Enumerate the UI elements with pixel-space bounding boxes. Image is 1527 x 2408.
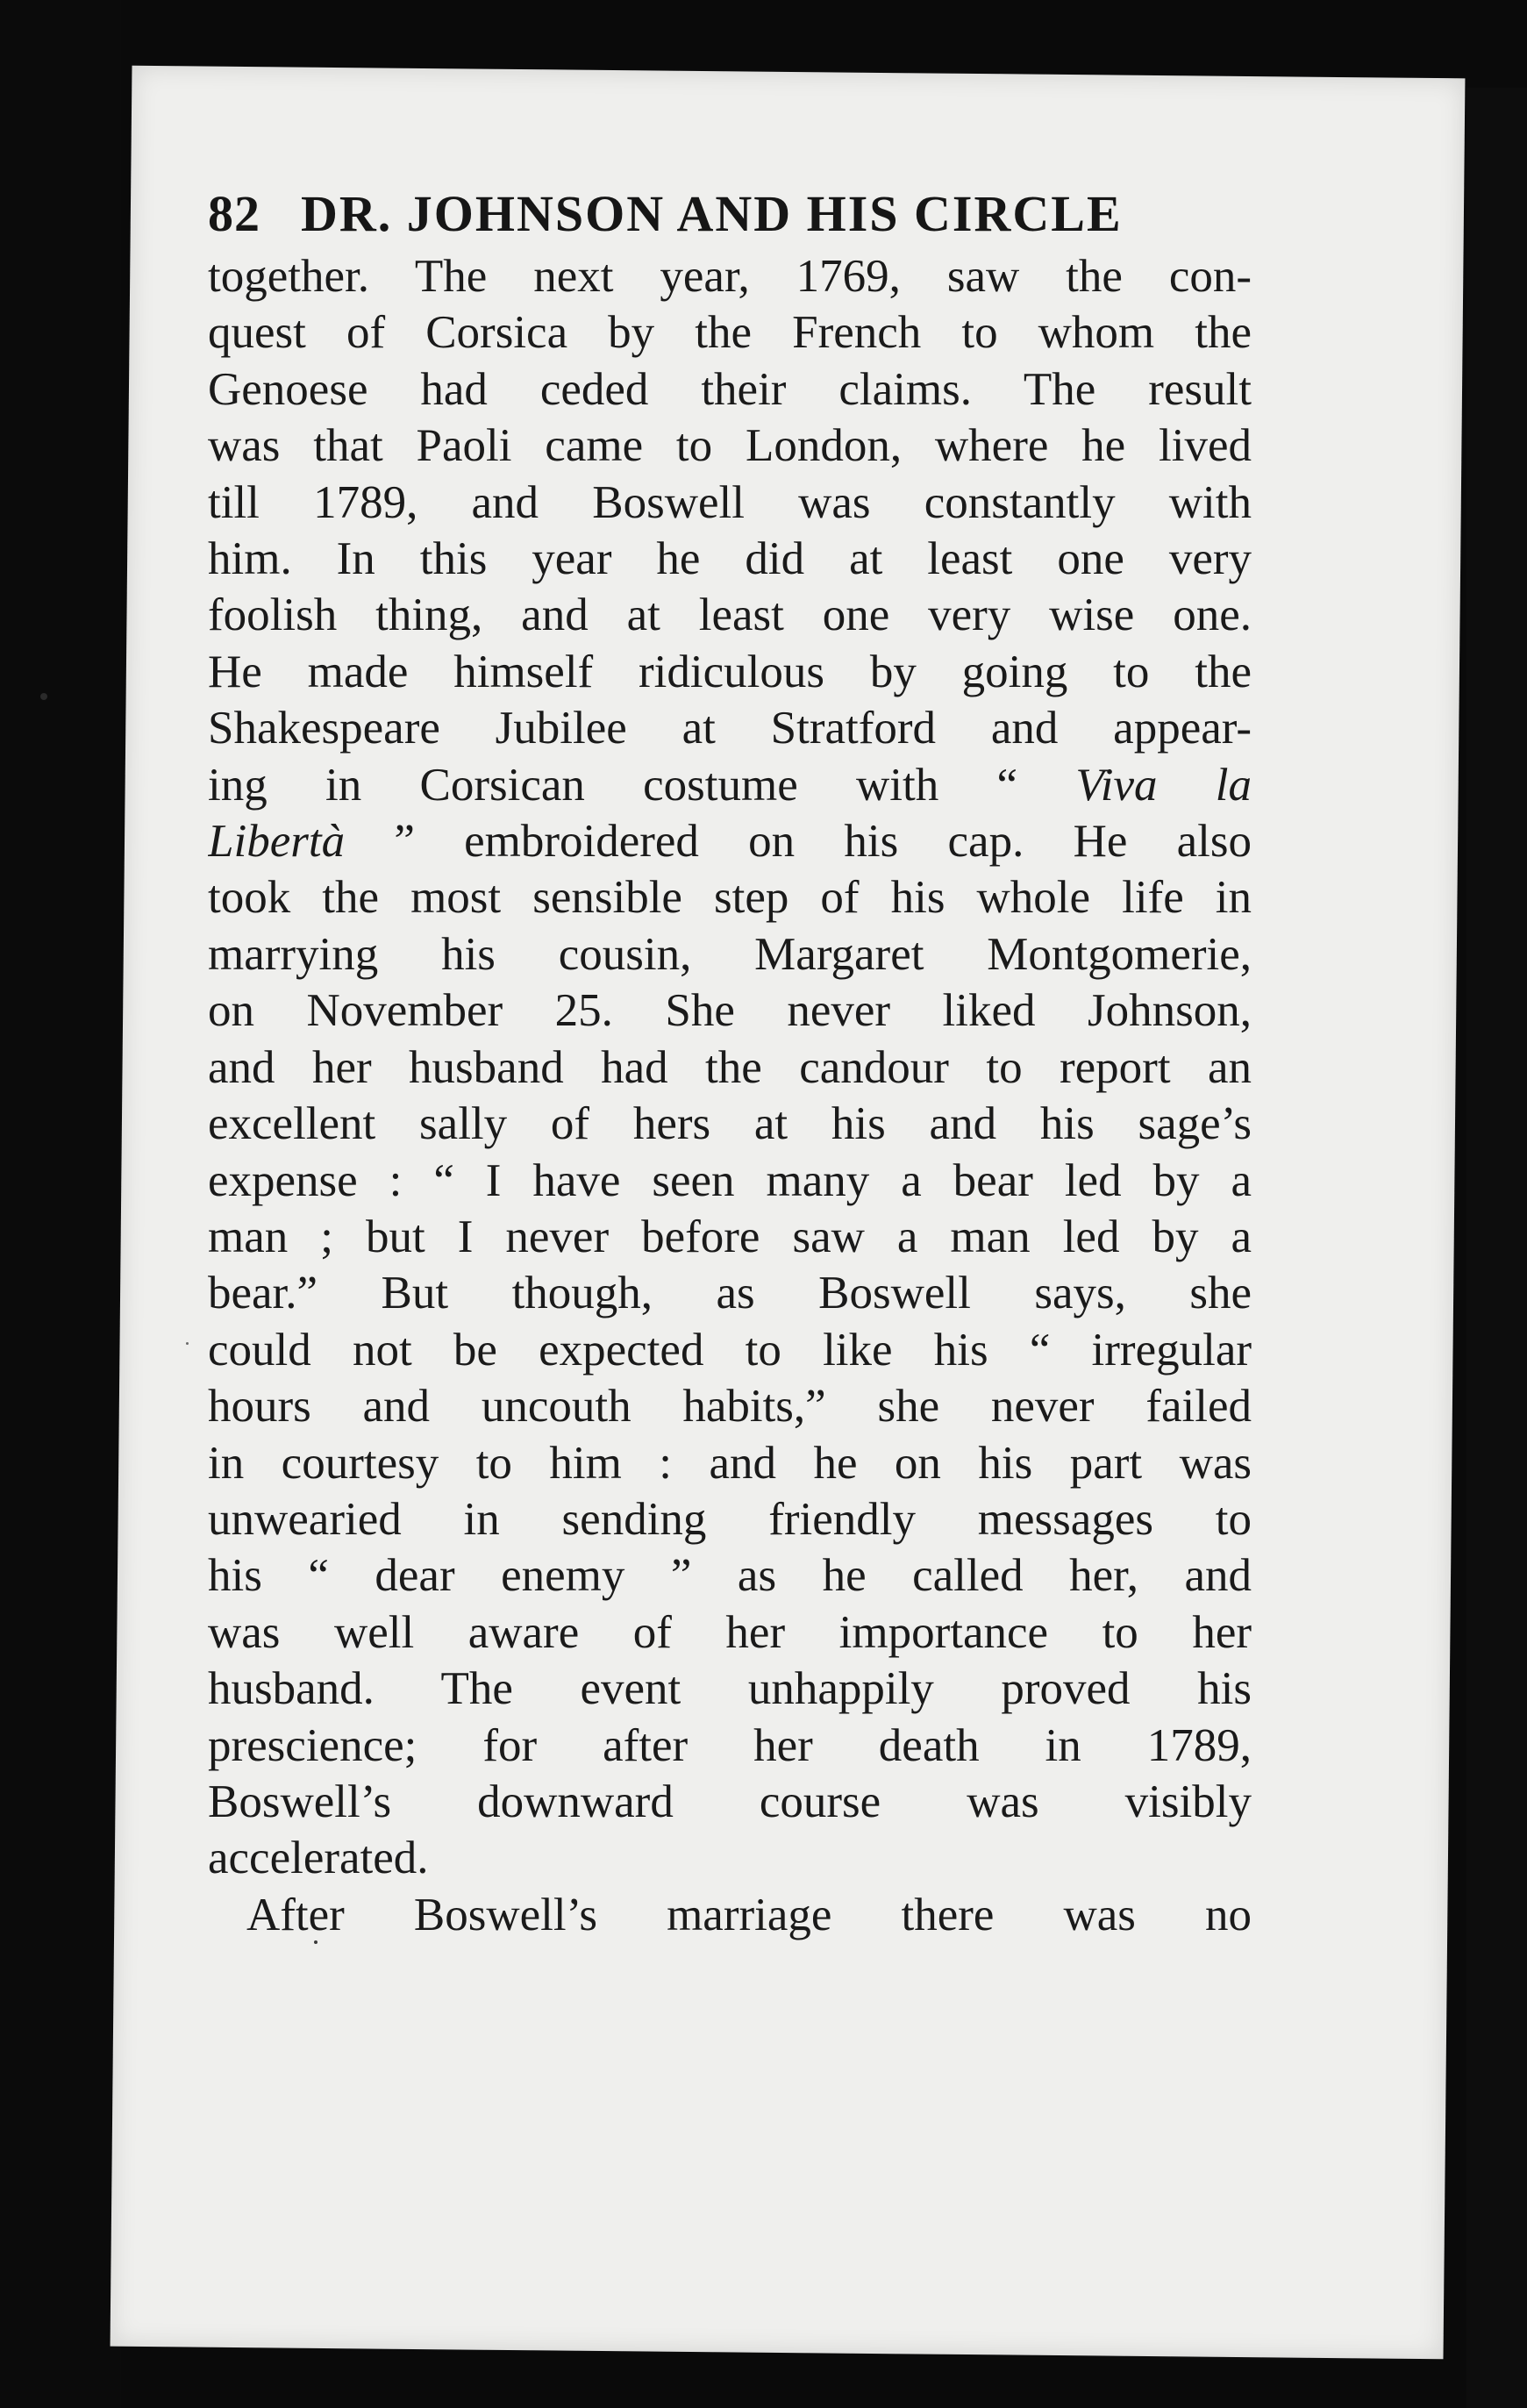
- text-line-viva: [208, 757, 1252, 813]
- text-line: could not be expected to like his “ irregular: [208, 1324, 1252, 1375]
- text-line: on November 25. She never liked Johnson,: [208, 985, 1252, 1037]
- text-line: prescience; for after her death in 1789,: [208, 1719, 1252, 1771]
- text-line-liberta: [208, 813, 1252, 869]
- text-line: excellent sally of hers at his and his sage’s: [208, 1098, 1252, 1150]
- italic-phrase-viva: Viva la: [1075, 759, 1252, 811]
- text-line: together. The next year, 1769, saw the con-: [208, 251, 1252, 302]
- next-paragraph-line: After Boswell’s marriage there was no: [246, 1889, 1252, 1940]
- text-line: him. In this year he did at least one very: [208, 533, 1252, 585]
- text-line: Boswell’s downward course was visibly: [208, 1776, 1252, 1827]
- text-line: Genoese had ceded their claims. The result: [208, 363, 1252, 415]
- text-line: hours and uncouth habits,” she never failed: [208, 1381, 1252, 1433]
- text-line: unwearied in sending friendly messages to: [208, 1493, 1252, 1545]
- running-title: DR. JOHNSON AND HIS CIRCLE: [301, 185, 1123, 242]
- scan-speck: [186, 1342, 189, 1345]
- page-content: [208, 184, 1252, 1943]
- text-line: man ; but I never before saw a man led by a: [208, 1211, 1252, 1262]
- text-line: in courtesy to him : and he on his part was: [208, 1437, 1252, 1489]
- text-line: Shakespeare Jubilee at Stratford and appear-: [208, 703, 1252, 754]
- page-number: 82: [208, 185, 260, 242]
- text-line: and her husband had the candour to report an: [208, 1041, 1252, 1093]
- text-line: He made himself ridiculous by going to the: [208, 646, 1252, 697]
- scan-speck: [40, 693, 47, 700]
- liberta-line-text: ” embroidered on his cap. He also: [345, 816, 1252, 868]
- text-line: husband. The event unhappily proved his: [208, 1663, 1252, 1715]
- text-line: his “ dear enemy ” as he called her, and: [208, 1550, 1252, 1602]
- viva-line-text: ing in Corsican costume with “: [208, 759, 1076, 811]
- text-line: quest of Corsica by the French to whom the: [208, 307, 1252, 359]
- scan-speck: [314, 1940, 318, 1944]
- text-line: bear.” But though, as Boswell says, she: [208, 1268, 1252, 1319]
- text-line: expense : “ I have seen many a bear led by a: [208, 1154, 1252, 1206]
- text-line: was well aware of her importance to her: [208, 1606, 1252, 1658]
- text-line: foolish thing, and at least one very wise one.: [208, 589, 1252, 641]
- text-line: till 1789, and Boswell was constantly with: [208, 476, 1252, 528]
- paragraph-end-line: accelerated.: [208, 1833, 429, 1884]
- text-line: was that Paoli came to London, where he lived: [208, 420, 1252, 472]
- scan-right-margin: [1466, 88, 1527, 2408]
- text-line: marrying his cousin, Margaret Montgomerie,: [208, 928, 1252, 980]
- scan-left-margin: [0, 0, 121, 2408]
- running-head: [208, 184, 1252, 243]
- italic-word-liberta: Libertà: [208, 816, 346, 868]
- text-line: took the most sensible step of his whole life in: [208, 872, 1252, 924]
- body-text: [208, 248, 1252, 1943]
